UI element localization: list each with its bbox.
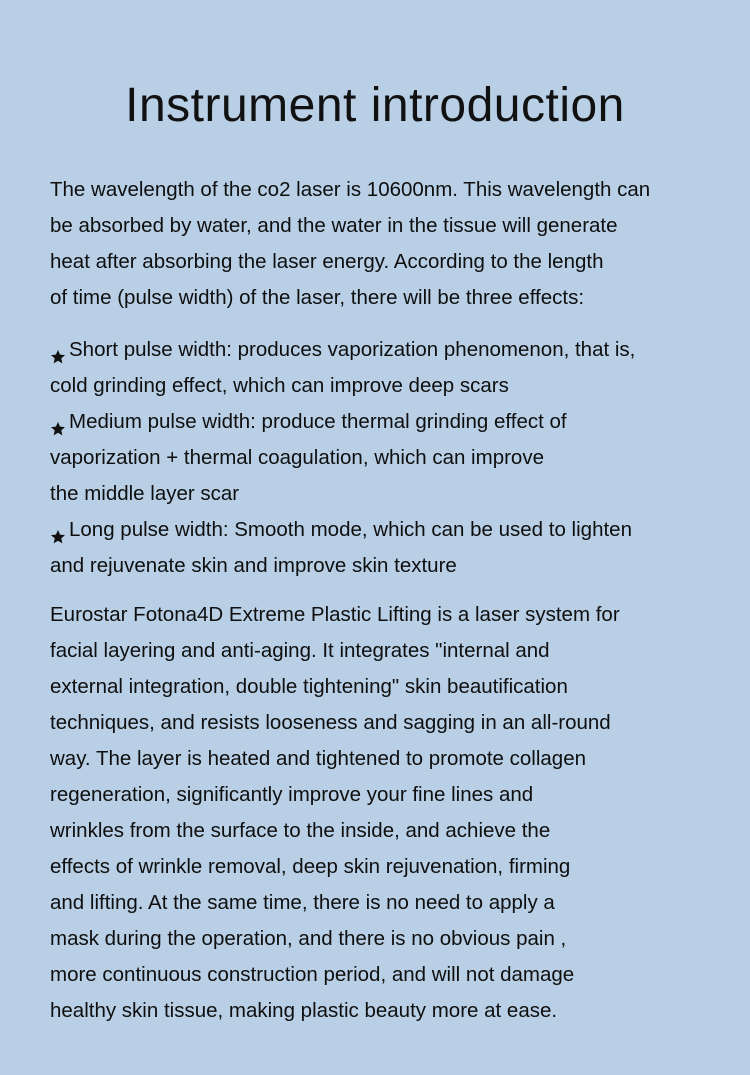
description-line: Eurostar Fotona4D Extreme Plastic Lifting is a laser system for	[50, 603, 620, 626]
star-icon	[50, 341, 66, 357]
effect-line: Medium pulse width: produce thermal grinding effect of	[69, 410, 567, 433]
description-paragraph	[50, 597, 720, 1029]
intro-line: heat after absorbing the laser energy. According to the length	[50, 250, 604, 273]
star-icon	[50, 521, 66, 537]
description-line: way. The layer is heated and tightened to promote collagen	[50, 747, 587, 770]
description-line: external integration, double tightening" skin beautification	[50, 675, 568, 698]
description-line: effects of wrinkle removal, deep skin rejuvenation, firming	[50, 855, 571, 878]
intro-line: be absorbed by water, and the water in the tissue will generate	[50, 214, 618, 237]
effects-list	[50, 332, 720, 584]
intro-paragraph	[50, 172, 720, 316]
effect-line: Long pulse width: Smooth mode, which can be used to lighten	[69, 518, 632, 541]
page-title: Instrument introduction	[125, 79, 625, 132]
effect-line: cold grinding effect, which can improve deep scars	[50, 374, 509, 397]
intro-line: The wavelength of the co2 laser is 10600nm. This wavelength can	[50, 178, 651, 201]
effect-line: Short pulse width: produces vaporization phenomenon, that is,	[69, 338, 636, 361]
effect-item-medium	[50, 404, 720, 440]
effect-line: vaporization + thermal coagulation, which can improve	[50, 446, 544, 469]
description-line: regeneration, significantly improve your fine lines and	[50, 783, 534, 806]
effect-line: the middle layer scar	[50, 482, 240, 505]
description-line: facial layering and anti-aging. It integrates "internal and	[50, 639, 550, 662]
description-line: techniques, and resists looseness and sagging in an all-round	[50, 711, 611, 734]
description-line: more continuous construction period, and will not damage	[50, 963, 575, 986]
intro-line: of time (pulse width) of the laser, there will be three effects:	[50, 286, 585, 309]
star-icon	[50, 413, 66, 429]
description-line: and lifting. At the same time, there is no need to apply a	[50, 891, 555, 914]
description-line: mask during the operation, and there is no obvious pain ,	[50, 927, 567, 950]
effect-line: and rejuvenate skin and improve skin texture	[50, 554, 457, 577]
effect-item-long	[50, 512, 720, 548]
effect-item-short	[50, 332, 720, 368]
description-line: wrinkles from the surface to the inside, and achieve the	[50, 819, 551, 842]
description-line: healthy skin tissue, making plastic beauty more at ease.	[50, 999, 558, 1022]
